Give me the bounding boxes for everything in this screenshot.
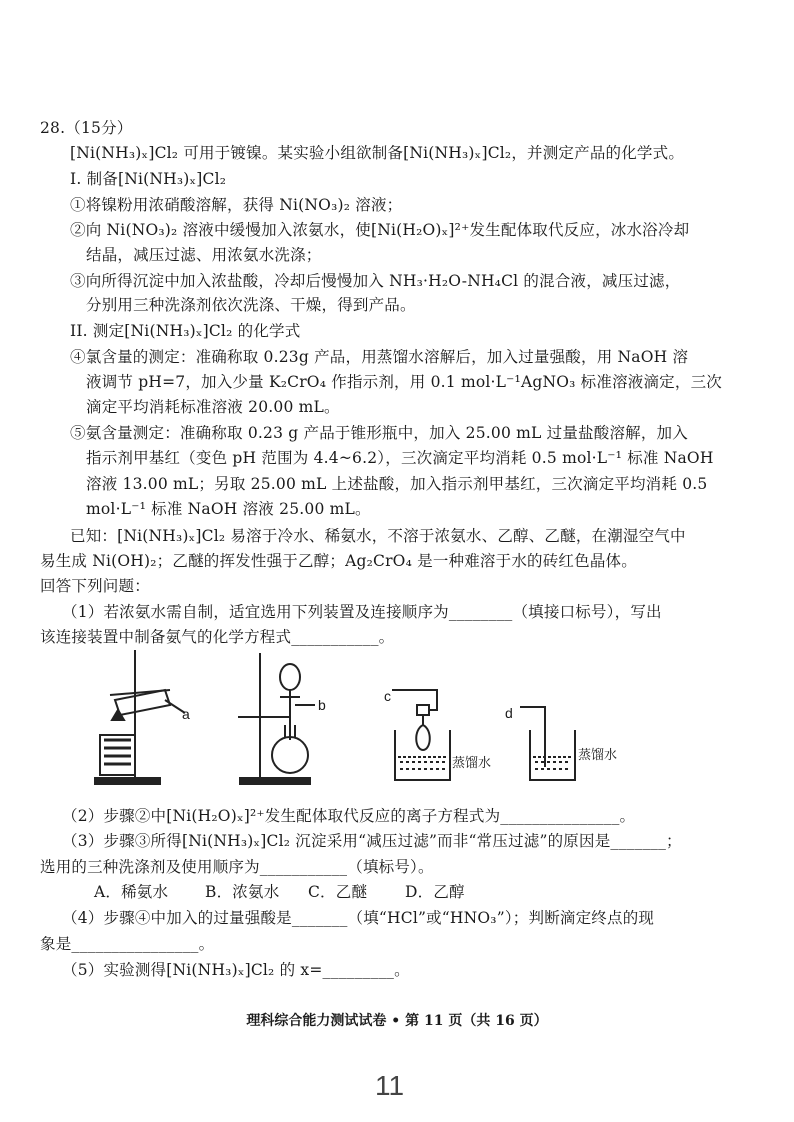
- water-label-c: 蒸馏水: [452, 755, 492, 770]
- known-text: 已知：[Ni(NH₃)ₓ]Cl₂ 易溶于冷水、稀氨水，不溶于浓氨水、乙醇、乙醚，在潮湿空气中: [70, 527, 686, 545]
- page-number: 11: [375, 1070, 405, 1101]
- question-2: （2）步骤②中[Ni(H₂O)ₓ]²⁺发生配体取代反应的离子方程式为_______________。: [62, 807, 636, 825]
- step5-text-cont3: mol·L⁻¹ 标准 NaOH 溶液 25.00 mL。: [86, 500, 371, 518]
- question-3: （3）步骤③所得[Ni(NH₃)ₓ]Cl₂ 沉淀采用“减压过滤”而非“常压过滤”的原因是_______；: [62, 832, 682, 850]
- label-a: a: [182, 706, 190, 722]
- step5-text: ⑤氨含量测定：准确称取 0.23 g 产品于锥形瓶中，加入 25.00 mL 过量盐酸溶解，加入: [70, 424, 688, 442]
- step5-text-cont1: 指示剂甲基红（变色 pH 范围为 4.4~6.2），三次滴定平均消耗 0.5 mol·L⁻¹ 标准 NaOH: [86, 449, 714, 467]
- apparatus-c-beaker-funnel: [392, 690, 450, 780]
- apparatus-d-beaker-tube: [520, 707, 575, 780]
- option-a: A．稀氨水: [94, 883, 169, 901]
- water-label-d: 蒸馏水: [578, 747, 618, 762]
- step2-text-cont: 结晶，减压过滤、用浓氨水洗涤；: [86, 246, 322, 264]
- part1-title: I. 制备[Ni(NH₃)ₓ]Cl₂: [70, 170, 227, 188]
- step3-text-cont: 分别用三种洗涤剂依次洗涤、干燥，得到产品。: [86, 296, 416, 314]
- page-footer: 理科综合能力测试试卷 • 第 11 页（共 16 页）: [246, 1013, 548, 1029]
- question-5: （5）实验测得[Ni(NH₃)ₓ]Cl₂ 的 x=_________。: [62, 961, 410, 979]
- question-1-cont: 该连接装置中制备氨气的化学方程式___________。: [40, 628, 395, 646]
- question-3-cont: 选用的三种洗涤剂及使用顺序为___________（填标号）。: [40, 858, 434, 876]
- step3-text: ③向所得沉淀中加入浓盐酸，冷却后慢慢加入 NH₃·H₂O-NH₄Cl 的混合液，减压过滤，: [70, 272, 681, 290]
- question-4: （4）步骤④中加入的过量强酸是_______（填“HCl”或“HNO₃”）；判断滴定终点的现: [62, 909, 655, 927]
- step4-text: ④氯含量的测定：准确称取 0.23g 产品，用蒸馏水溶解后，加入过量强酸，用 NaOH 溶: [70, 348, 689, 366]
- apparatus-b-flask-funnel: [238, 653, 315, 784]
- apparatus-figure: [90, 645, 650, 790]
- step2-text: ②向 Ni(NO₃)₂ 溶液中缓慢加入浓氨水，使[Ni(H₂O)ₓ]²⁺发生配体取代反应，冰水浴冷却: [70, 221, 690, 239]
- step5-text-cont2: 溶液 13.00 mL；另取 25.00 mL 上述盐酸，加入指示剂甲基红，三次滴定平均消耗 0.5: [86, 475, 708, 493]
- option-d: D．乙醇: [405, 883, 465, 901]
- label-b: b: [318, 697, 326, 713]
- question-4-cont: 象是________________。: [40, 935, 215, 953]
- step1-text: ①将镍粉用浓硝酸溶解，获得 Ni(NO₃)₂ 溶液；: [70, 196, 403, 214]
- answer-prompt: 回答下列问题：: [40, 577, 150, 595]
- question-header: 28.（15分）: [40, 119, 133, 137]
- option-b: B．浓氨水: [205, 883, 280, 901]
- step4-text-cont1: 液调节 pH=7，加入少量 K₂CrO₄ 作指示剂，用 0.1 mol·L⁻¹AgNO₃ 标准溶液滴定，三次: [86, 373, 722, 391]
- label-d: d: [505, 705, 513, 721]
- option-c: C．乙醚: [308, 883, 368, 901]
- step4-text-cont2: 滴定平均消耗标准溶液 20.00 mL。: [86, 398, 340, 416]
- intro-text: [Ni(NH₃)ₓ]Cl₂ 可用于镀镍。某实验小组欲制备[Ni(NH₃)ₓ]Cl₂，并测定产品的化学式。: [70, 144, 685, 162]
- apparatus-a-heating-flask: [95, 650, 185, 784]
- question-1: （1）若浓氨水需自制，适宜选用下列装置及连接顺序为________（填接口标号），写出: [62, 603, 662, 621]
- known-text-cont: 易生成 Ni(OH)₂；乙醚的挥发性强于乙醇；Ag₂CrO₄ 是一种难溶于水的砖红色晶体。: [40, 552, 637, 570]
- part2-title: II. 测定[Ni(NH₃)ₓ]Cl₂ 的化学式: [70, 322, 301, 340]
- label-c: c: [384, 688, 391, 704]
